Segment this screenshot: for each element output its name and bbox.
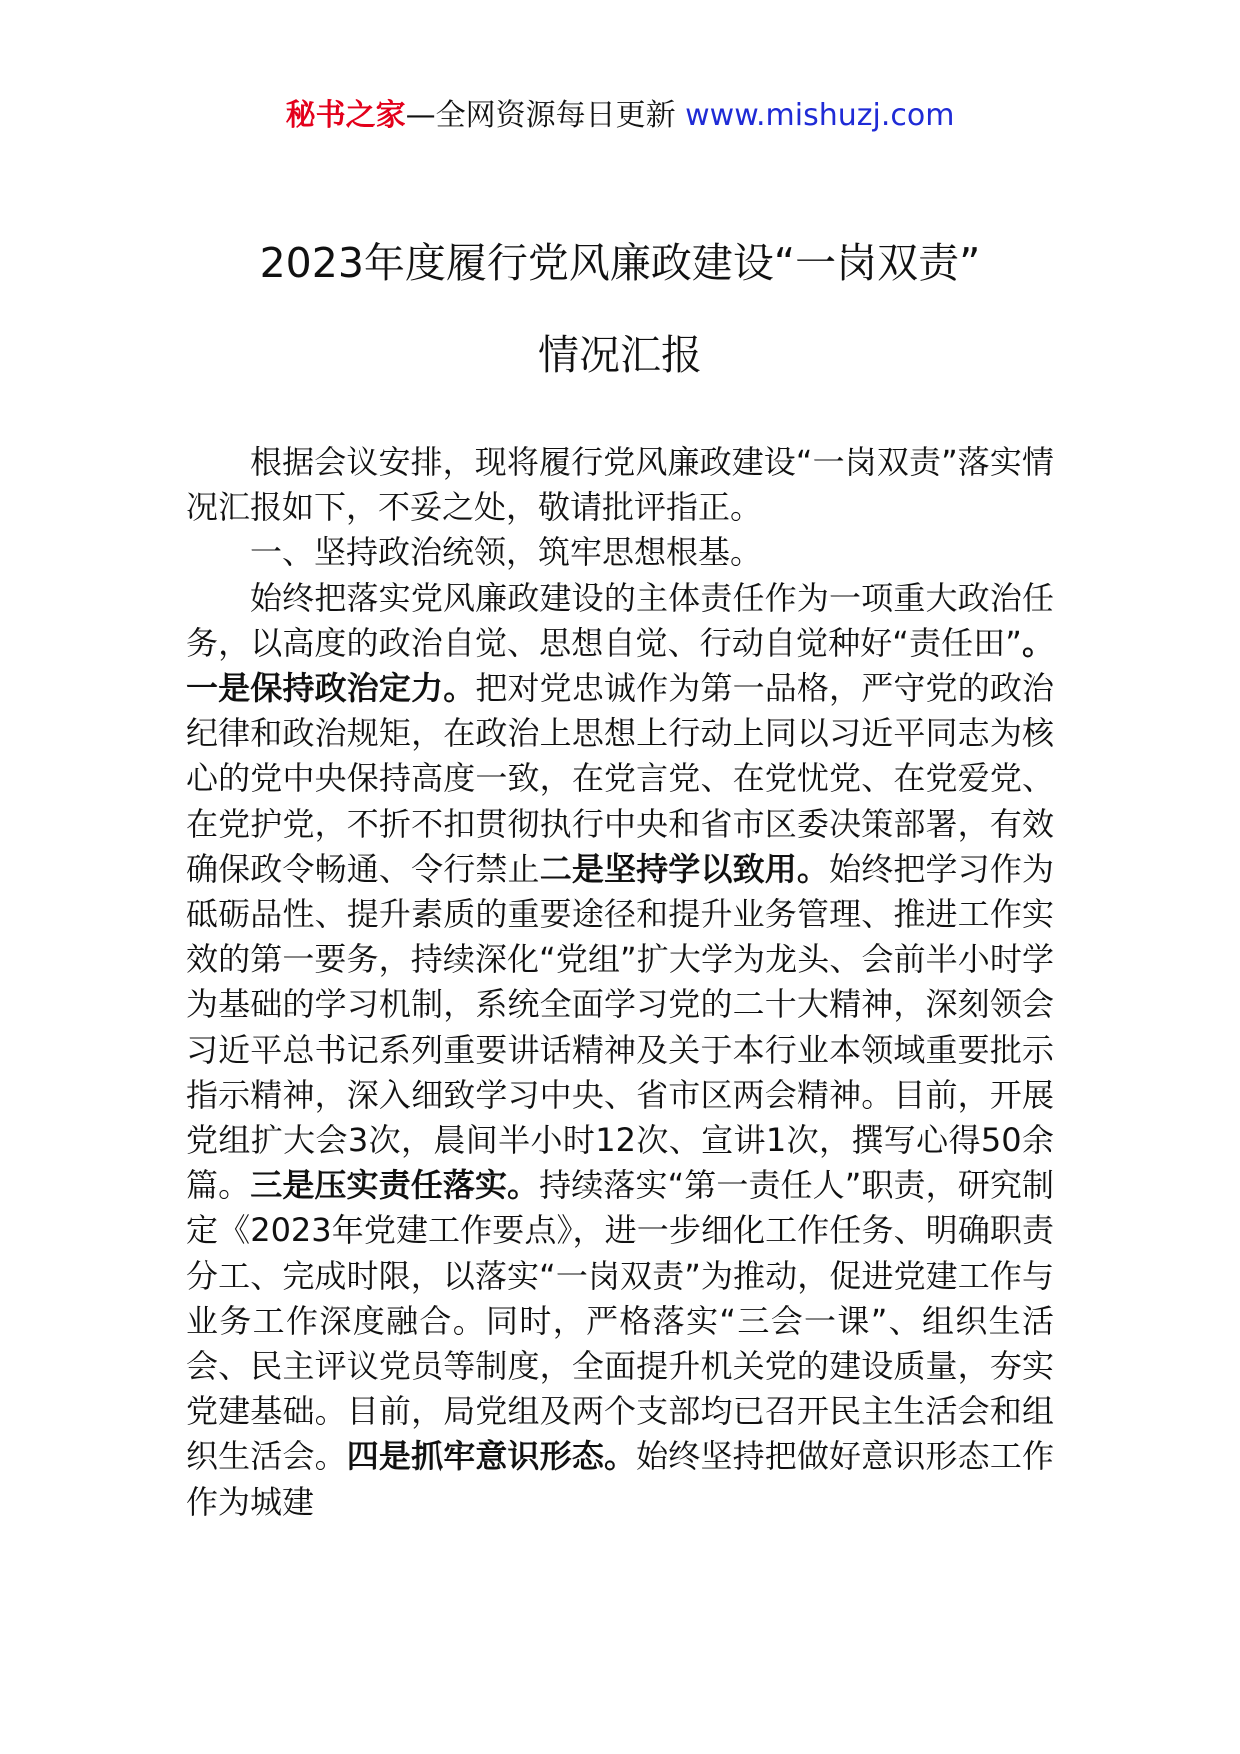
brand-name: 秘书之家 [285, 98, 406, 133]
section-paragraph [186, 576, 1054, 1525]
point-heading-4: 四是抓牢意识形态。 [346, 1437, 637, 1476]
site-url-link[interactable]: www.mishuzj.com [685, 98, 955, 133]
intro-paragraph: 根据会议安排，现将履行党风廉政建设“一岗双责”落实情况汇报如下，不妥之处，敬请批评指正。 [186, 443, 1054, 527]
document-title-line-1: 2023年度履行党风廉政建设“一岗双责” [259, 239, 981, 287]
section-heading: 一、坚持政治统领，筑牢思想根基。 [250, 533, 763, 572]
point-text-2: 始终把学习作为砥砺品性、提升素质的重要途径和提升业务管理、推进工作实效的第一要务，持续深化“党组”扩大学为龙头、会前半小时学为基础的学习机制，系统全面学习党的二十大精神，深刻领会习近平总书记系列重要讲话精神及关于本行业本领域重要批示指示精神，深入细致学习中央、省市区两会精神。目前，开展党组扩大会3次，晨间半小时12次、宣讲1次，撰写心得50余篇。 [186, 849, 1054, 1205]
point-text-3: 持续落实“第一责任人”职责，研究制定《2023年党建工作要点》，进一步细化工作任务、明确职责分工、完成时限，以落实“一岗双责”为推动，促进党建工作与业务工作深度融合。同时，严格落实“三会一课”、组织生活会、民主评议党员等制度，全面提升机关党的建设质量，夯实党建基础。目前，局党组及两个支部均已召开民主生活会和组织生活会。 [186, 1166, 1054, 1476]
site-header [0, 96, 1240, 136]
point-heading-2: 二是坚持学以致用。 [539, 849, 830, 888]
document-body [186, 440, 1054, 1525]
document-title-line-2: 情况汇报 [538, 331, 702, 379]
point-text-1: 把对党忠诚作为第一品格，严守党的政治纪律和政治规矩，在政治上思想上行动上同以习近平同志为核心的党中央保持高度一致，在党言党、在党忧党、在党爱党、在党护党，不折不扣贯彻执行中央和省市区委决策部署，有效确保政令畅通、令行禁止 [186, 669, 1054, 888]
point-heading-1: 。一是保持政治定力。 [186, 623, 1054, 708]
header-tagline: —全网资源每日更新 [405, 98, 686, 133]
point-text-4: 始终坚持把做好意识形态工作作为城建 [186, 1437, 1054, 1521]
point-heading-3: 三是压实责任落实。 [250, 1166, 540, 1205]
paragraph-lead: 始终把落实党风廉政建设的主体责任作为一项重大政治任务，以高度的政治自觉、思想自觉、行动自觉种好“责任田” [186, 578, 1054, 662]
